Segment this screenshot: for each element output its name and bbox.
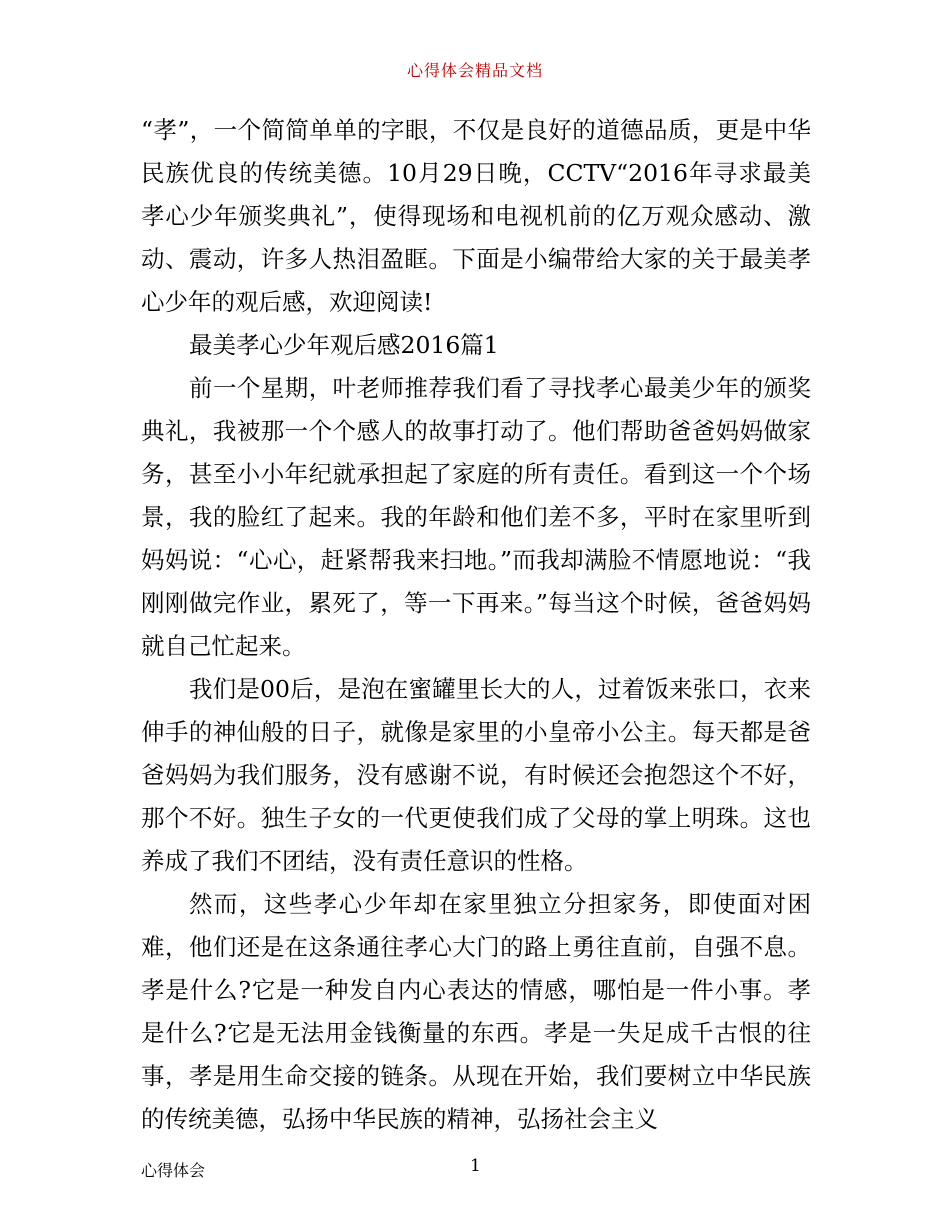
body-paragraph: 我们是00后，是泡在蜜罐里长大的人，过着饭来张口，衣来伸手的神仙般的日子，就像是家里的小皇帝小公主。每天都是爸爸妈妈为我们服务，没有感谢不说，有时候还会抱怨这个不好，那个不好。独生子女的一代更使我们成了父母的掌上明珠。这也养成了我们不团结，没有责任意识的性格。 <box>141 675 811 875</box>
page-header-title: 心得体会精品文档 <box>406 61 543 80</box>
page-number: 1 <box>470 1156 481 1176</box>
body-paragraph: 前一个星期，叶老师推荐我们看了寻找孝心最美少年的颁奖典礼，我被那一个个感人的故事打动了。他们帮助爸爸妈妈做家务，甚至小小年纪就承担起了家庭的所有责任。看到这一个个场景，我的脸红了起来。我的年龄和他们差不多，平时在家里听到妈妈说：“心心，赶紧帮我来扫地。”而我却满脸不情愿地说：“我刚刚做完作业，累死了，等一下再来。”每当这个时候，爸爸妈妈就自己忙起来。 <box>141 374 811 660</box>
footer-label: 心得体会 <box>141 1161 206 1180</box>
body-paragraph: 然而，这些孝心少年却在家里独立分担家务，即使面对困难，他们还是在这条通往孝心大门的路上勇往直前，自强不息。孝是什么?它是一种发自内心表达的情感，哪怕是一件小事。孝是什么?它是无法用金钱衡量的东西。孝是一失足成千古恨的往事，孝是用生命交接的链条。从现在开始，我们要树立中华民族的传统美德，弘扬中华民族的精神，弘扬社会主义 <box>141 890 811 1133</box>
document-body <box>141 109 811 1141</box>
intro-paragraph: “孝”，一个简简单单的字眼，不仅是良好的道德品质，更是中华民族优良的传统美德。10月29日晚，CCTV“2016年寻求最美孝心少年颁奖典礼”，使得现场和电视机前的亿万观众感动、激动、震动，许多人热泪盈眶。下面是小编带给大家的关于最美孝心少年的观后感，欢迎阅读! <box>141 116 811 316</box>
section-heading: 最美孝心少年观后感2016篇1 <box>189 331 499 359</box>
